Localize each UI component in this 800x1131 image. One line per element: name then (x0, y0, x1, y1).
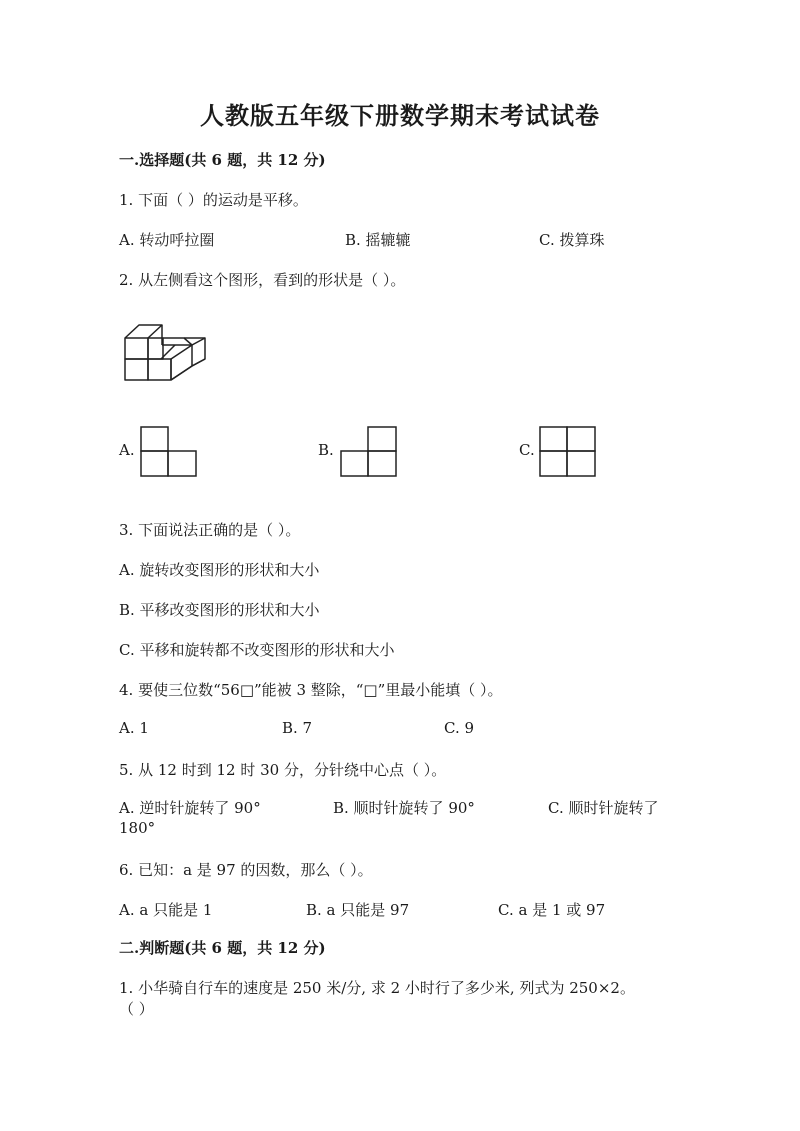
q5-option-b: B. 顺时针旋转了 90° (333, 799, 475, 817)
q2-option-c-figure (539, 426, 597, 478)
q3-stem: 3. 下面说法正确的是（ ）。 (119, 521, 301, 539)
q2-stem: 2. 从左侧看这个图形，看到的形状是（ ）。 (119, 271, 406, 289)
q6-option-c: C. a 是 1 或 97 (498, 901, 606, 919)
q3-option-b: B. 平移改变图形的形状和大小 (119, 601, 320, 619)
q2-option-a-figure (140, 426, 198, 478)
q6-option-a: A. a 只能是 1 (119, 901, 213, 919)
q1-option-c: C. 拨算珠 (539, 231, 605, 249)
q1-option-b: B. 摇辘辘 (345, 231, 411, 249)
q2-option-b-label: B. (318, 441, 334, 459)
judge-q1-stem: 1. 小华骑自行车的速度是 250 米/分, 求 2 小时行了多少米, 列式为 250×2。 (119, 979, 635, 997)
q5-option-c: C. 顺时针旋转了 (548, 799, 659, 817)
q2-option-a-label: A. (119, 441, 135, 459)
q1-stem: 1. 下面（ ）的运动是平移。 (119, 191, 308, 209)
q3-option-a: A. 旋转改变图形的形状和大小 (119, 561, 320, 579)
q2-option-b-figure (340, 426, 398, 478)
q4-option-c: C. 9 (444, 719, 475, 737)
q5-option-a: A. 逆时针旋转了 90° (119, 799, 261, 817)
q4-stem: 4. 要使三位数“56□”能被 3 整除，“□”里最小能填（ ）。 (119, 681, 503, 699)
section-1-heading: 一.选择题(共 6 题，共 12 分) (119, 151, 326, 169)
q4-option-b: B. 7 (282, 719, 313, 737)
q4-option-a: A. 1 (119, 719, 149, 737)
judge-q1-blank: （ ） (119, 1000, 154, 1018)
q3-option-c: C. 平移和旋转都不改变图形的形状和大小 (119, 641, 395, 659)
q5-option-c-cont: 180° (119, 819, 156, 837)
q6-option-b: B. a 只能是 97 (306, 901, 410, 919)
q6-stem: 6. 已知：a 是 97 的因数，那么（ ）。 (119, 861, 373, 879)
q2-option-c-label: C. (519, 441, 535, 459)
q1-option-a: A. 转动呼拉圈 (119, 231, 215, 249)
q2-cube-figure (118, 318, 218, 388)
section-2-heading: 二.判断题(共 6 题，共 12 分) (119, 939, 326, 957)
q5-stem: 5. 从 12 时到 12 时 30 分，分针绕中心点（ ）。 (119, 761, 447, 779)
page-title: 人教版五年级下册数学期末考试试卷 (200, 101, 600, 130)
